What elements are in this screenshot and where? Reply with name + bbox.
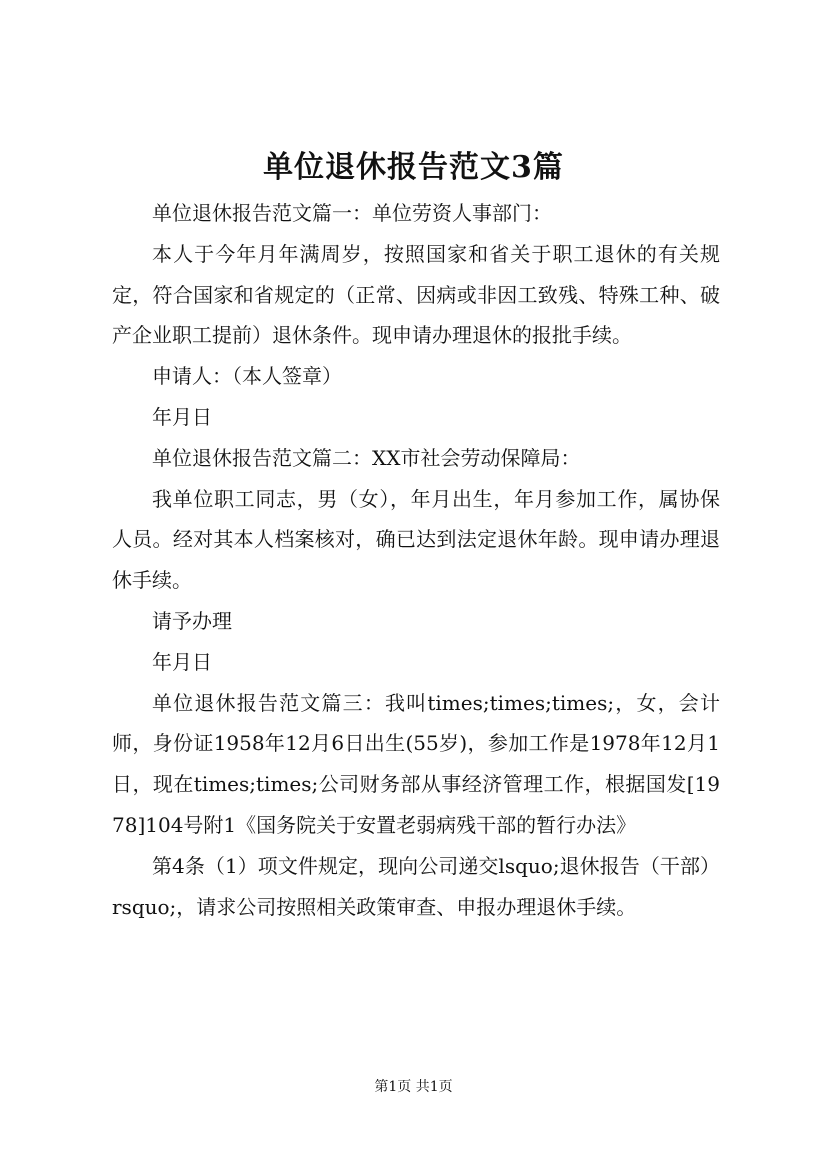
paragraph-9: 单位退休报告范文篇三：我叫times;times;times;，女，会计师，身份证1958年12月6日出生(55岁)，参加工作是1978年12月1日，现在times;times;公司财务部从事经济管理工作，根据国发[1978]104号附1《国务院关于安置老弱病残干部的暂行办法》 (112, 690, 720, 837)
paragraph-1: 单位退休报告范文篇一：单位劳资人事部门： (152, 201, 552, 225)
page-number-footer: 第1页 共1页 (374, 1079, 453, 1095)
paragraph-10: 第4条（1）项文件规定，现向公司递交lsquo;退休报告（干部）rsquo;，请求公司按照相关政策审查、申报办理退休手续。 (112, 853, 720, 919)
paragraph-6: 我单位职工同志，男（女），年月出生，年月参加工作，属协保人员。经对其本人档案核对，确已达到法定退休年龄。现申请办理退休手续。 (112, 486, 720, 593)
document-title: 单位退休报告范文3篇 (263, 150, 564, 185)
document-body (112, 193, 720, 927)
paragraph-2: 本人于今年月年满周岁，按照国家和省关于职工退休的有关规定，符合国家和省规定的（正常、因病或非因工致残、特殊工种、破产企业职工提前）退休条件。现申请办理退休的报批手续。 (112, 241, 720, 348)
paragraph-4: 年月日 (152, 404, 212, 429)
paragraph-7: 请予办理 (152, 608, 232, 633)
paragraph-8: 年月日 (152, 649, 212, 674)
paragraph-3: 申请人：（本人签章） (152, 364, 342, 389)
paragraph-5: 单位退休报告范文篇二：XX市社会劳动保障局： (152, 445, 581, 470)
